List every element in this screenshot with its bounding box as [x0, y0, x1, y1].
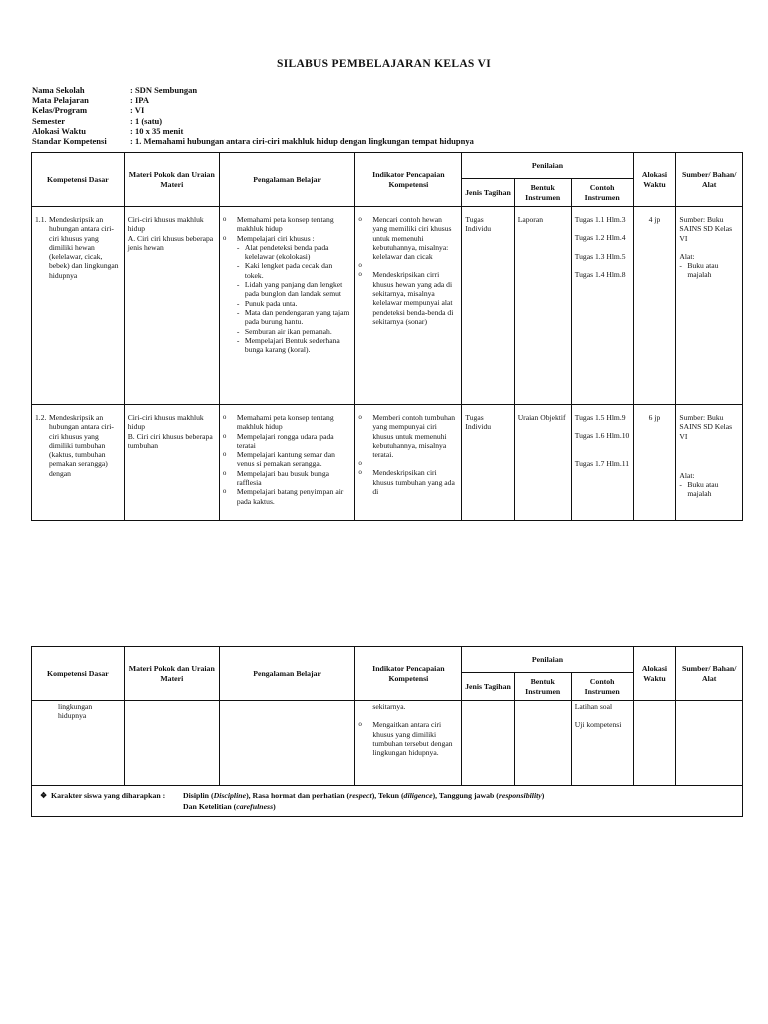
alat-label: Alat: — [679, 470, 695, 480]
indikator-cell — [355, 207, 461, 328]
sumber-cell — [676, 207, 742, 282]
kd-cell — [32, 207, 124, 282]
header-sumber: Sumber/ Bahan/ Alat — [676, 153, 743, 207]
bentuk-cell: Laporan — [517, 215, 543, 224]
table-row — [32, 207, 743, 405]
header-penilaian: Penilaian — [462, 153, 633, 179]
kd-number: 1.2. — [35, 413, 47, 422]
header-jenis: Jenis Tagihan — [462, 179, 514, 207]
header-kd: Kompetensi Dasar — [32, 647, 125, 701]
header-materi: Materi Pokok dan Uraian Materi — [124, 153, 219, 207]
materi-title: Ciri-ciri khusus makhluk hidup — [127, 413, 204, 432]
list-item: - Mata dan pendengaran yang tajam pada burung hantu. — [237, 308, 352, 327]
list-item: o Mempelajari bau busuk bunga rafflesia — [223, 469, 352, 488]
list-item — [223, 234, 352, 355]
diamond-bullet-icon: ❖ — [40, 791, 47, 800]
list-item: o Memahami peta konsep tentang makhluk hidup — [223, 215, 352, 234]
info-key: Semester — [32, 115, 66, 126]
karakter-block — [32, 786, 742, 816]
list-item-text: Mempelajari ciri khusus : — [236, 233, 315, 243]
list-item: - Kaki lengket pada cecak dan tokek. — [237, 261, 352, 280]
header-jenis: Jenis Tagihan — [462, 673, 514, 701]
contoh-item: Latihan soal — [574, 702, 613, 711]
bentuk-cell: Uraian Objektif — [517, 413, 566, 422]
info-value: : VI — [130, 105, 145, 116]
contoh-cell — [572, 207, 633, 281]
info-row — [32, 105, 474, 115]
alokasi-cell: 4 jp — [648, 215, 661, 224]
info-value: : 1 (satu) — [130, 115, 163, 126]
info-row — [32, 136, 474, 146]
materi-sub: B. Ciri ciri khusus beberapa tumbuhan — [127, 431, 213, 450]
info-key: Alokasi Waktu — [32, 125, 86, 136]
info-value: : 1. Memahami hubungan antara ciri-ciri makhluk hidup dengan lingkungan tempat hidupnya — [130, 136, 474, 147]
header-bentuk: Bentuk Instrumen — [514, 673, 571, 701]
materi-sub: A. Ciri ciri khusus beberapa jenis hewan — [127, 233, 214, 252]
karakter-values: Disiplin (Discipline), Rasa hormat dan perhatian (respect), Tekun (diligence), Tanggung jawab (responsibility) — [183, 791, 545, 800]
header-contoh: Contoh Instrumen — [571, 179, 633, 207]
contoh-item: Tugas 1.3 Hlm.5 — [574, 251, 626, 261]
kd-number: 1.1. — [35, 215, 47, 224]
jenis-cell: Tugas Individu — [465, 215, 492, 234]
header-alokasi: Alokasi Waktu — [633, 647, 676, 701]
sumber-cell — [676, 405, 742, 501]
list-item: - Lidah yang panjang dan lengket pada bunglon dan landak semut — [237, 280, 352, 299]
header-indikator: Indikator Pencapaian Kompetensi — [355, 647, 462, 701]
info-key: Standar Kompetensi — [32, 136, 107, 147]
header-materi: Materi Pokok dan Uraian Materi — [124, 647, 219, 701]
contoh-item: Tugas 1.7 Hlm.11 — [574, 458, 630, 468]
materi-cell — [125, 207, 219, 254]
header-bentuk: Bentuk Instrumen — [514, 179, 571, 207]
info-block — [32, 85, 474, 146]
page-title: SILABUS PEMBELAJARAN KELAS VI — [277, 58, 491, 70]
list-item: - Mempelajari Bentuk sederhana bunga karang (koral). — [237, 336, 352, 355]
alat-item: - Buku atau majalah — [679, 480, 739, 499]
indikator-continued: sekitarnya. — [372, 702, 406, 711]
syllabus-table-1 — [31, 152, 743, 521]
header-pengalaman: Pengalaman Belajar — [219, 647, 355, 701]
info-key: Kelas/Program — [32, 105, 88, 116]
alat-label: Alat: — [679, 251, 695, 261]
list-item: o Mempelajari rongga udara pada teratai — [223, 432, 352, 451]
indikator-cell — [355, 405, 461, 498]
alokasi-cell: 6 jp — [648, 413, 661, 422]
indikator-cell — [355, 701, 461, 759]
materi-cell — [125, 405, 219, 452]
info-row — [32, 85, 474, 95]
table-row — [32, 701, 743, 786]
list-item: - Semburan air ikan pemanah. — [237, 327, 352, 336]
contoh-item: Tugas 1.6 Hlm.10 — [574, 431, 630, 441]
contoh-item: Tugas 1.2 Hlm.4 — [574, 233, 626, 243]
info-key: Nama Sekolah — [32, 85, 85, 95]
contoh-item: Uji kompetensi — [574, 720, 622, 730]
info-value: : SDN Sembungan — [130, 85, 198, 95]
pengalaman-cell — [220, 207, 355, 356]
info-value: : IPA — [130, 95, 149, 106]
jenis-cell: Tugas Individu — [465, 413, 492, 432]
list-item: o Mendeskripsikan ciri khusus tumbuhan yang ada di — [358, 468, 458, 496]
pengalaman-cell — [220, 405, 355, 508]
header-indikator: Indikator Pencapaian Kompetensi — [355, 153, 462, 207]
table-row — [32, 405, 743, 521]
list-item: o Mempelajari batang penyimpan air pada kaktus. — [223, 487, 352, 506]
info-value: : 10 x 35 menit — [130, 125, 184, 136]
list-item: - Alat pendeteksi benda pada kelelawar (ekolokasi) — [237, 243, 352, 262]
karakter-line — [40, 790, 734, 801]
contoh-cell — [572, 701, 633, 732]
header-alokasi: Alokasi Waktu — [633, 153, 676, 207]
contoh-item: Tugas 1.5 Hlm.9 — [574, 413, 626, 422]
contoh-item: Tugas 1.1 Hlm.3 — [574, 215, 626, 224]
sumber-text: Sumber: Buku SAINS SD Kelas VI — [679, 413, 733, 441]
contoh-cell — [572, 405, 633, 470]
contoh-item: Tugas 1.4 Hlm.8 — [574, 269, 626, 279]
spacer — [358, 261, 458, 270]
list-item: o Mempelajari kantung semar dan venus si pemakan serangga. — [223, 450, 352, 469]
kd-text: Mendeskripsik an hubungan antara ciri-ciri khusus yang dimiliki tumbuhan (kaktus, tumbuhan pemakan serangga) dengan — [49, 413, 114, 478]
syllabus-table-2 — [31, 646, 743, 817]
kd-text: Mendeskripsik an hubungan antara ciri-ciri khusus yang dimiliki hewan (kelelawar, cicak, bebek) dan lingkungan hidupnya — [49, 215, 119, 280]
list-item: o Memberi contoh tumbuhan yang mempunyai ciri khusus untuk memenuhi kebutuhannya, misalnya teratai. — [358, 413, 458, 459]
list-item: o Memahami peta konsep tentang makhluk hidup — [223, 413, 352, 432]
karakter-label: Karakter siswa yang diharapkan : — [51, 791, 166, 800]
header-contoh: Contoh Instrumen — [571, 673, 633, 701]
materi-title: Ciri-ciri khusus makhluk hidup — [127, 215, 204, 234]
karakter-line-2: Dan Ketelitian (carefulness) — [183, 802, 276, 811]
table-row — [32, 786, 743, 817]
info-row — [32, 126, 474, 136]
header-pengalaman: Pengalaman Belajar — [219, 153, 355, 207]
header-kd: Kompetensi Dasar — [32, 153, 125, 207]
header-penilaian: Penilaian — [462, 647, 633, 673]
sumber-text: Sumber: Buku SAINS SD Kelas VI — [679, 215, 733, 243]
list-item: - Punuk pada unta. — [237, 299, 352, 308]
info-row — [32, 95, 474, 105]
list-item: o Mendeskripsikan cirri khusus hewan yang ada di sekitarnya, misalnya kelelawar mempunyai alat pendeteksi benda-benda di sekitarnya (sonar) — [358, 270, 458, 326]
kd-cell: lingkungan hidupnya — [58, 702, 93, 721]
info-row — [32, 116, 474, 126]
alat-item: - Buku atau majalah — [679, 261, 739, 280]
header-sumber: Sumber/ Bahan/ Alat — [676, 647, 743, 701]
kd-cell — [32, 405, 124, 480]
info-key: Mata Pelajaran — [32, 95, 89, 106]
spacer — [358, 459, 458, 468]
list-item: o Mencari contoh hewan yang memiliki ciri khusus untuk memenuhi kebutuhannya, misalnya: kelelawar dan cicak — [358, 215, 458, 261]
list-item: o Mengaitkan antara ciri khusus yang dimiliki tumbuhan tersebut dengan lingkungan hidupnya. — [358, 720, 458, 757]
